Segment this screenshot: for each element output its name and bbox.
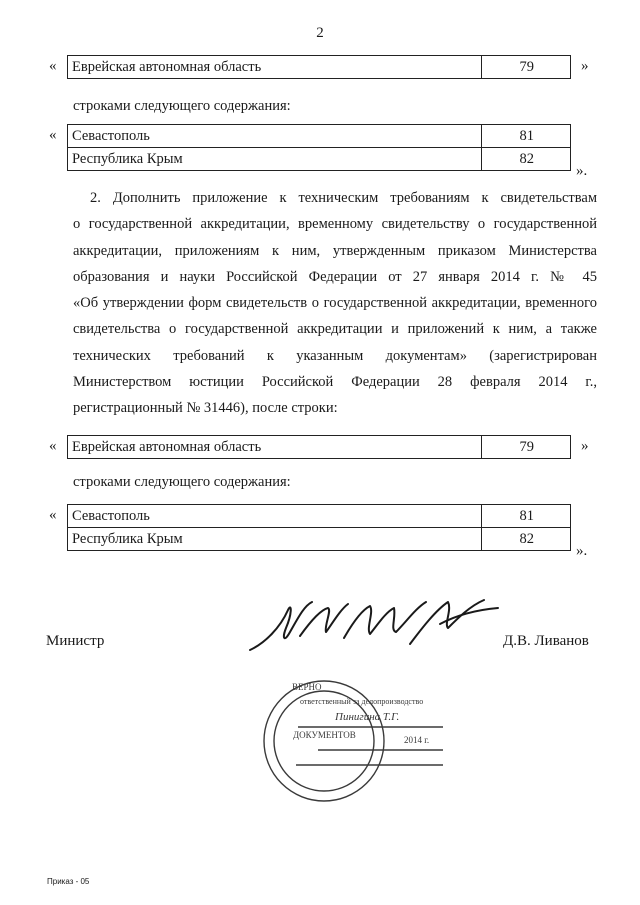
paragraph-line: 2. Дополнить приложение к техническим требованиям к свидетельствам: [90, 190, 597, 206]
open-quote: «: [49, 58, 57, 74]
close-quote: »: [581, 438, 589, 454]
region-table: [67, 435, 571, 459]
region-name: Еврейская автономная область: [68, 56, 482, 79]
stamp-text: Пинигина Т.Г.: [335, 711, 400, 723]
paragraph-line: образования и науки Российской Федерации от 27 января 2014 г. № 45: [73, 268, 597, 285]
close-quote-final: ».: [576, 543, 588, 559]
region-code: 81: [482, 125, 571, 148]
table-row: [68, 528, 571, 551]
table-row: [68, 505, 571, 528]
stamp-text: ответственный за делопроизводство: [300, 697, 424, 706]
region-name: Севастополь: [68, 505, 482, 528]
paragraph-line: аккредитации, приложениям к ним, утвержденным приказом Министерства: [73, 242, 597, 259]
handwritten-signature: [240, 588, 510, 666]
stamp-text: ДОКУМЕНТОВ: [293, 730, 356, 740]
table-row: [68, 125, 571, 148]
region-name: Республика Крым: [68, 528, 482, 551]
signatory-title: Министр: [46, 633, 105, 649]
following-lines-text: строками следующего содержания:: [73, 474, 291, 490]
open-quote: «: [49, 438, 57, 454]
region-code: 81: [482, 505, 571, 528]
region-table: [67, 504, 571, 551]
close-quote-final: ».: [576, 163, 588, 179]
region-code: 79: [482, 436, 571, 459]
paragraph-line: регистрационный № 31446), после строки:: [73, 400, 338, 417]
table-row: [68, 436, 571, 459]
stamp-text: 2014 г.: [404, 735, 430, 745]
paragraph-line: свидетельства о государственной аккредитации и приложений к ним, а также: [73, 321, 597, 338]
signatory-name: Д.В. Ливанов: [503, 633, 589, 649]
open-quote: «: [49, 507, 57, 523]
region-code: 82: [482, 528, 571, 551]
paragraph-line: Министерством юстиции Российской Федерации 28 февраля 2014 г.,: [73, 374, 597, 391]
page-number: 2: [316, 25, 324, 41]
table-row: [68, 56, 571, 79]
paragraph-line: «Об утверждении форм свидетельств о государственной аккредитации, временного: [73, 295, 597, 312]
stamp-text: ВЕРНО: [292, 682, 322, 692]
paragraph-line: о государственной аккредитации, временному свидетельству о государственной: [73, 216, 597, 233]
region-table: [67, 55, 571, 79]
region-name: Севастополь: [68, 125, 482, 148]
paragraph: [73, 185, 597, 422]
paragraph-line: технических требований к указанным документам» (зарегистрирован: [73, 347, 597, 364]
region-code: 82: [482, 148, 571, 171]
region-code: 79: [482, 56, 571, 79]
open-quote: «: [49, 127, 57, 143]
region-table: [67, 124, 571, 171]
close-quote: »: [581, 58, 589, 74]
table-row: [68, 148, 571, 171]
region-name: Республика Крым: [68, 148, 482, 171]
following-lines-text: строками следующего содержания:: [73, 98, 291, 114]
footer-code: Приказ - 05: [47, 877, 90, 886]
region-name: Еврейская автономная область: [68, 436, 482, 459]
